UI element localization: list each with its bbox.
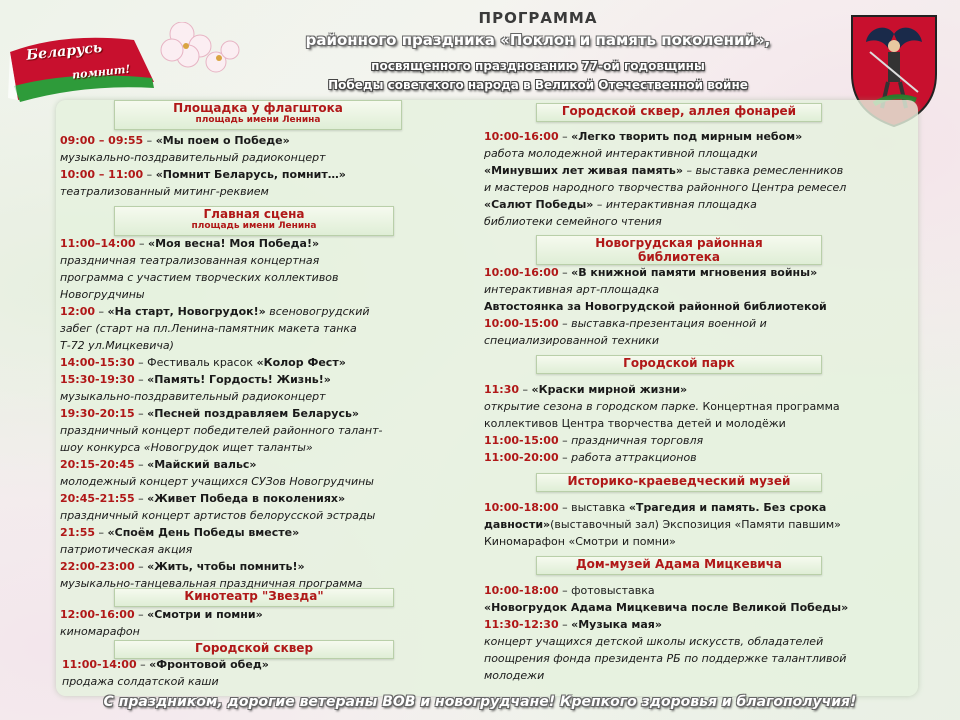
festival-title: районного праздника «Поклон и память поколений»,: [305, 31, 771, 49]
event-name: «Моя весна! Моя Победа!»: [148, 237, 320, 250]
event-time: 20:45-21:55: [60, 492, 135, 505]
section-main-stage: [114, 206, 394, 236]
event-desc: музыкально-поздравительный радиоконцерт: [60, 390, 326, 403]
subtitle-line1: посвященного празднованию 77-ой годовщины: [371, 59, 705, 73]
event-desc: всеновогрудский: [269, 305, 370, 318]
event-name: «Помнит Беларусь, помнит…»: [155, 168, 346, 181]
event-desc: праздничная торговля: [571, 434, 704, 447]
event-desc: библиотеки семейного чтения: [484, 215, 662, 228]
event-name: «Трагедия и память. Без срока: [628, 501, 827, 514]
section-title: Городской сквер, аллея фонарей: [561, 104, 797, 118]
event-name: «Музыка мая»: [571, 618, 662, 631]
section-subtitle: площадь имени Ленина: [195, 115, 321, 125]
section-history-museum: [536, 473, 822, 492]
logo-text-belarus: Беларусь: [25, 39, 103, 64]
section-title: библиотека: [638, 250, 720, 264]
event-desc: Т-72 ул.Мицкевича): [60, 339, 174, 352]
event-desc: открытие сезона в городском парке.: [484, 400, 699, 413]
subtitle-line2: Победы советского народа в Великой Отечественной войне: [328, 78, 748, 92]
event-desc: продажа солдатской каши: [62, 675, 219, 688]
event-name: «Живет Победа в поколениях»: [147, 492, 346, 505]
event-time: 19:30-20:15: [60, 407, 135, 420]
section-mickiewicz-museum: [536, 556, 822, 575]
event-time: 11:00-14:00: [62, 658, 137, 671]
event-desc: – интерактивная площадка: [596, 198, 757, 211]
section-library: [536, 235, 822, 265]
event-place: Автостоянка за Новогрудской районной библиотекой: [484, 300, 827, 313]
event-name: «Краски мирной жизни»: [531, 383, 688, 396]
event-name: «Салют Победы»: [484, 198, 594, 211]
event-desc: праздничный концерт артистов белорусской эстрады: [60, 509, 376, 522]
event-time: 22:00-23:00: [60, 560, 135, 573]
event-time: 11:30: [484, 383, 520, 396]
event-desc: – фотовыставка: [562, 584, 655, 597]
event-name: «Колор Фест»: [256, 356, 346, 369]
event-desc: поощрения фонда президента РБ по поддержке талантливой: [484, 652, 847, 665]
event-time: 11:00-15:00: [484, 434, 559, 447]
event-desc: (выставочный зал) Экспозиция «Памяти павшим»: [550, 518, 841, 531]
event-desc: Фестиваль красок: [147, 356, 253, 369]
section-city-park: [536, 355, 822, 374]
event-name: «Смотри и помни»: [147, 608, 263, 621]
section-title: Историко-краеведческий музей: [567, 474, 791, 488]
event-time: 10:00-18:00: [484, 584, 559, 597]
event-time: 11:00–14:00: [60, 237, 136, 250]
section-title: Новогрудская районная: [595, 236, 763, 250]
event-time: 14:00-15:30: [60, 356, 135, 369]
event-time: 12:00: [60, 305, 96, 318]
event-line: 09:00 – 09:55 – «Мы поем о Победе»: [60, 134, 290, 147]
event-name: «Жить, чтобы помнить!»: [147, 560, 305, 573]
section-title: Кинотеатр "Звезда": [184, 589, 324, 603]
event-desc: театрализованный митинг-реквием: [60, 185, 269, 198]
event-desc: интерактивная арт-площадка: [484, 283, 660, 296]
event-name: «Майский вальс»: [147, 458, 257, 471]
event-time: 15:30-19:30: [60, 373, 135, 386]
event-desc: – выставка: [562, 501, 626, 514]
event-name: «Новогрудок Адама Мицкевича после Великой Победы»: [484, 601, 849, 614]
event-time: 10:00-15:00: [484, 317, 559, 330]
section-subtitle: площадь имени Ленина: [191, 221, 317, 231]
event-desc: забег (старт на пл.Ленина-памятник макета танка: [60, 322, 357, 335]
event-time: 10:00-16:00: [484, 130, 559, 143]
event-desc: Концертная программа: [702, 400, 840, 413]
event-time: 21:55: [60, 526, 96, 539]
event-line: 10:00 – 11:00 – «Помнит Беларусь, помнит…»: [60, 168, 346, 181]
event-desc: молодежи: [484, 669, 545, 682]
event-time: 10:00-16:00: [484, 266, 559, 279]
event-name: «Мы поем о Победе»: [155, 134, 290, 147]
event-desc: – выставка-презентация военной и: [562, 317, 767, 330]
event-desc: концерт учащихся детской школы искусств, обладателей: [484, 635, 824, 648]
event-time: 10:00-18:00: [484, 501, 559, 514]
event-desc: музыкально-танцевальная праздничная программа: [60, 577, 363, 590]
event-desc: праздничный концерт победителей районного талант-: [60, 424, 383, 437]
event-name: «Память! Гордость! Жизнь!»: [147, 373, 331, 386]
section-title: Городской сквер: [194, 641, 314, 655]
event-name: «Минувших лет живая память»: [484, 164, 683, 177]
event-time: 09:00 – 09:55: [60, 134, 144, 147]
event-time: 11:30-12:30: [484, 618, 559, 631]
event-desc: музыкально-поздравительный радиоконцерт: [60, 151, 326, 164]
event-desc: Новогрудчины: [60, 288, 145, 301]
section-flagpole: [114, 100, 402, 130]
event-name: «Фронтовой обед»: [149, 658, 269, 671]
event-desc: коллективов Центра творчества детей и молодёжи: [484, 417, 786, 430]
event-name: давности»: [484, 518, 551, 531]
event-desc: шоу конкурса «Новогрудок ищет таланты»: [60, 441, 313, 454]
event-desc: киномарафон: [60, 625, 140, 638]
event-desc: праздничная театрализованная концертная: [60, 254, 320, 267]
event-desc: молодежный концерт учащихся СУЗов Новогрудчины: [60, 475, 374, 488]
event-time: 11:00-20:00: [484, 451, 559, 464]
event-desc: патриотическая акция: [60, 543, 193, 556]
event-time: 12:00-16:00: [60, 608, 135, 621]
footer-greeting: С праздником, дорогие ветераны ВОВ и новогрудчане! Крепкого здоровья и благополучия!: [103, 694, 857, 710]
event-time: 20:15-20:45: [60, 458, 135, 471]
section-title: Городской парк: [623, 356, 735, 370]
event-desc: – выставка ремесленников: [686, 164, 844, 177]
section-title: Главная сцена: [203, 207, 305, 221]
event-desc: специализированной техники: [484, 334, 660, 347]
event-desc: и мастеров народного творчества районного Центра ремесел: [484, 181, 847, 194]
section-lantern-alley: [536, 103, 822, 122]
event-desc: программа с участием творческих коллективов: [60, 271, 339, 284]
section-title: Площадка у флагштока: [173, 101, 343, 115]
event-desc: работа аттракционов: [571, 451, 697, 464]
section-title: Дом-музей Адама Мицкевича: [575, 557, 783, 571]
event-desc: Киномарафон «Смотри и помни»: [484, 535, 676, 548]
event-name: «На старт, Новогрудок!»: [107, 305, 266, 318]
event-name: «Легко творить под мирным небом»: [571, 130, 803, 143]
program-title: ПРОГРАММА: [478, 9, 598, 27]
event-name: «Песней поздравляем Беларусь»: [147, 407, 360, 420]
event-name: «Споём День Победы вместе»: [107, 526, 300, 539]
event-time: 10:00 – 11:00: [60, 168, 144, 181]
event-desc: работа молодежной интерактивной площадки: [484, 147, 758, 160]
logo-text-remembers: помнит!: [71, 62, 131, 82]
event-name: «В книжной памяти мгновения войны»: [571, 266, 818, 279]
